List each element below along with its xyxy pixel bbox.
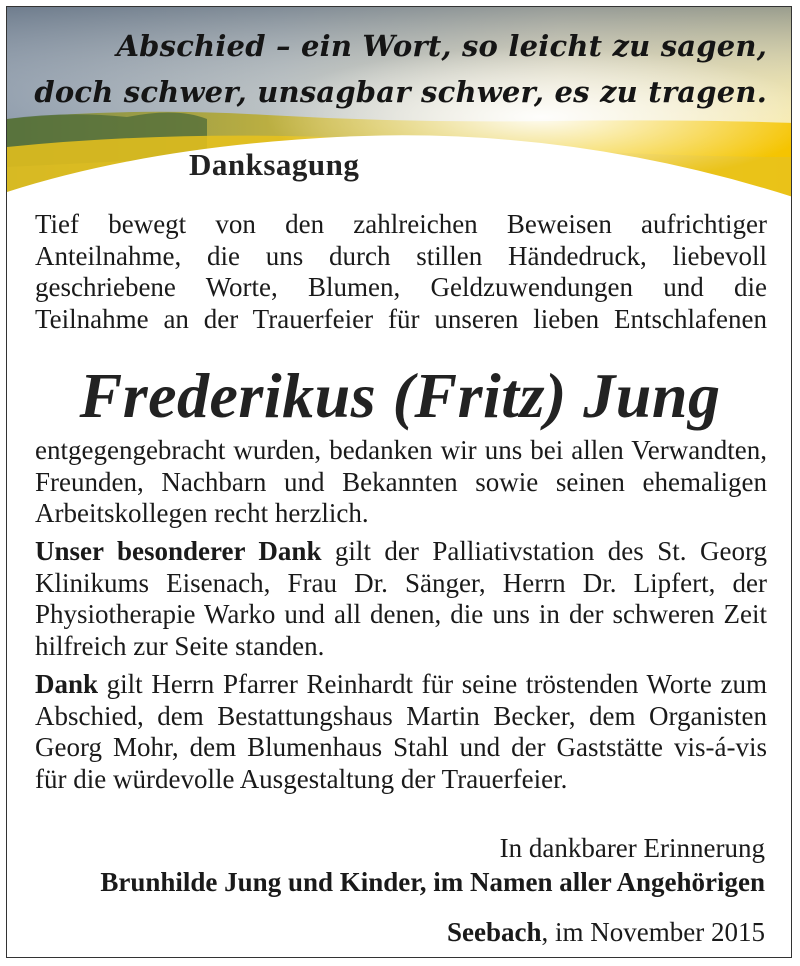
quote-line-1: Abschied – ein Wort, so leicht zu sagen, [116, 29, 767, 63]
place: Seebach [447, 917, 542, 947]
further-thanks-text: gilt Herrn Pfarrer Reinhardt für seine tröstenden Worte zum Abschied, dem Bestattungshaus Martin Becker, dem Organisten Georg Mohr, dem Blumenhaus Stahl und der Gaststätte vis-á-vis für die würdevolle Ausgestaltung der Trauerfeier. [35, 669, 767, 794]
place-date [447, 917, 765, 948]
intro-paragraph: Tief bewegt von den zahlreichen Beweisen aufrichtiger Anteilnahme, die uns durch stillen Händedruck, liebevoll geschriebene Worte, Blumen, Geldzuwendungen und die Teilnahme an der Trauerfeier für unseren lieben Entschlafenen [35, 209, 767, 334]
deceased-name: Frederikus (Fritz) Jung [79, 360, 721, 431]
special-thanks-lead: Unser besonderer Dank [35, 536, 322, 566]
further-thanks-paragraph [35, 669, 767, 795]
further-thanks-lead: Dank [35, 669, 99, 699]
closing-phrase: In dankbarer Erinnerung [499, 833, 765, 863]
special-thanks-text: gilt der Palliativstation des St. Georg Klinikums Eisenach, Frau Dr. Sänger, Herrn Dr. Lipfert, der Physiotherapie Warko und all denen, die uns in der schweren Zeit hilfreich zur Seite standen. [35, 536, 767, 661]
notice-heading: Danksagung [189, 147, 360, 182]
thanks-text: entgegengebracht wurden, bedanken wir uns bei allen Verwandten, Freunden, Nachbarn und Bekannten sowie seinen ehemaligen Arbeitskollegen recht herzlich. [35, 435, 767, 528]
special-thanks-paragraph [35, 536, 767, 662]
date: , im November 2015 [541, 917, 765, 947]
quote-line-2: doch schwer, unsagbar schwer, es zu tragen. [34, 75, 767, 109]
signature: Brunhilde Jung und Kinder, im Namen aller Angehörigen [100, 867, 765, 897]
thanks-paragraph [35, 435, 767, 530]
obituary-notice [6, 6, 792, 958]
